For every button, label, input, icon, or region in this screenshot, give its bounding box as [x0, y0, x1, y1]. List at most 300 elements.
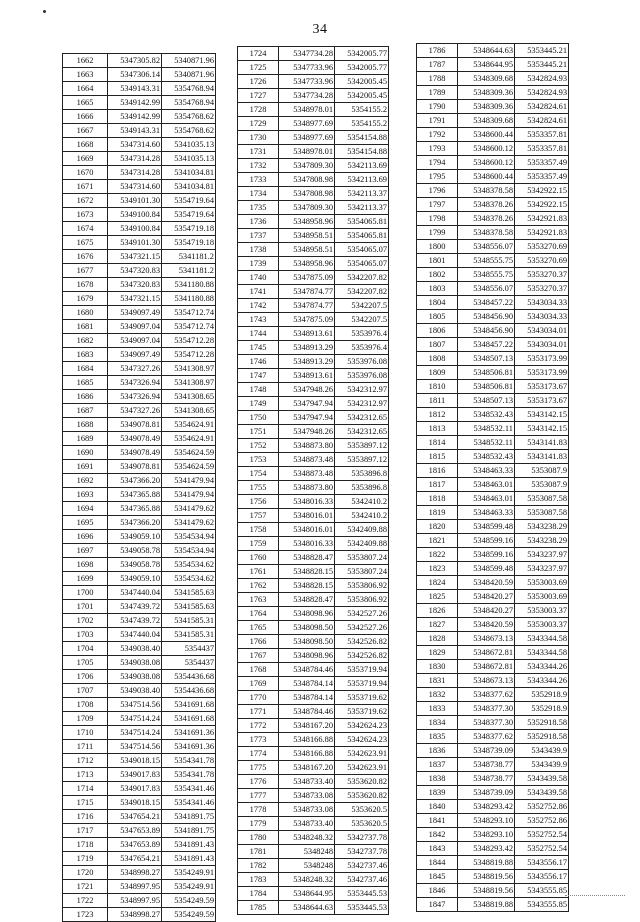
coordinate-x: 5348420.27 — [458, 590, 515, 604]
table-row — [63, 516, 216, 530]
table-row — [63, 460, 216, 474]
point-number: 1714 — [63, 782, 108, 796]
table-row — [63, 754, 216, 768]
coordinate-y: 5353807.24 — [335, 551, 389, 565]
table-row — [238, 677, 389, 691]
coordinate-x: 5348998.27 — [108, 866, 162, 880]
point-number: 1788 — [417, 72, 458, 86]
table-row — [417, 506, 569, 520]
point-number: 1710 — [63, 726, 108, 740]
coordinate-x: 5348784.46 — [279, 705, 335, 719]
coordinate-y: 5354341.46 — [162, 782, 216, 796]
coordinate-y: 5353087.58 — [515, 506, 569, 520]
coordinate-y: 5342312.97 — [335, 397, 389, 411]
point-number: 1682 — [63, 334, 108, 348]
point-number: 1722 — [63, 894, 108, 908]
coordinate-x: 5349038.40 — [108, 642, 162, 656]
coordinate-y: 5352918.9 — [515, 688, 569, 702]
coordinate-y: 5343142.15 — [515, 408, 569, 422]
coordinate-y: 5341891.75 — [162, 810, 216, 824]
coordinate-y: 5341035.13 — [162, 152, 216, 166]
coordinate-y: 5353445.53 — [335, 901, 389, 915]
coordinate-y: 5352752.86 — [515, 800, 569, 814]
point-number: 1847 — [417, 898, 458, 912]
coordinate-x: 5347733.96 — [279, 75, 335, 89]
coordinate-y: 5341308.97 — [162, 376, 216, 390]
coordinate-y: 5341691.68 — [162, 698, 216, 712]
coordinate-x: 5348378.58 — [458, 184, 515, 198]
table-row — [63, 796, 216, 810]
point-number: 1671 — [63, 180, 108, 194]
coordinate-y: 5343344.58 — [515, 646, 569, 660]
coordinate-y: 5353620.82 — [335, 775, 389, 789]
point-number: 1766 — [238, 635, 279, 649]
coordinate-y: 5353357.49 — [515, 156, 569, 170]
point-number: 1806 — [417, 324, 458, 338]
coordinate-x: 5348463.33 — [458, 464, 515, 478]
coordinate-x: 5348819.88 — [458, 856, 515, 870]
coordinate-x: 5347321.15 — [108, 292, 162, 306]
coordinate-x: 5347809.30 — [279, 159, 335, 173]
point-number: 1692 — [63, 474, 108, 488]
point-number: 1685 — [63, 376, 108, 390]
table-row — [238, 285, 389, 299]
point-number: 1846 — [417, 884, 458, 898]
point-number: 1779 — [238, 817, 279, 831]
coordinate-y: 5341691.68 — [162, 712, 216, 726]
point-number: 1803 — [417, 282, 458, 296]
coordinate-y: 5342824.93 — [515, 72, 569, 86]
table-row — [238, 705, 389, 719]
point-number: 1769 — [238, 677, 279, 691]
point-number: 1838 — [417, 772, 458, 786]
coordinate-y: 5343556.17 — [515, 870, 569, 884]
coordinate-y: 5352752.54 — [515, 842, 569, 856]
coordinate-x: 5349143.31 — [108, 82, 162, 96]
coordinate-x: 5348098.96 — [279, 607, 335, 621]
table-row — [63, 376, 216, 390]
point-number: 1801 — [417, 254, 458, 268]
coordinate-y: 5354437 — [162, 656, 216, 670]
point-number: 1763 — [238, 593, 279, 607]
coordinate-x: 5347440.04 — [108, 586, 162, 600]
coordinate-x: 5348873.48 — [279, 467, 335, 481]
point-number: 1817 — [417, 478, 458, 492]
table-row — [63, 768, 216, 782]
point-number: 1789 — [417, 86, 458, 100]
coordinate-y: 5342113.37 — [335, 201, 389, 215]
table-row — [417, 58, 569, 72]
coordinate-x: 5349018.15 — [108, 796, 162, 810]
coordinate-x: 5347314.28 — [108, 152, 162, 166]
point-number: 1814 — [417, 436, 458, 450]
point-number: 1680 — [63, 306, 108, 320]
coordinate-x: 5348507.13 — [458, 394, 515, 408]
coordinate-y: 5353087.9 — [515, 478, 569, 492]
coordinate-y: 5354712.28 — [162, 334, 216, 348]
coordinate-y: 5354436.68 — [162, 684, 216, 698]
point-number: 1689 — [63, 432, 108, 446]
coordinate-x: 5347366.20 — [108, 516, 162, 530]
coordinate-y: 5343237.97 — [515, 562, 569, 576]
coordinate-x: 5347365.88 — [108, 502, 162, 516]
point-number: 1826 — [417, 604, 458, 618]
coordinate-y: 5343034.01 — [515, 338, 569, 352]
point-number: 1726 — [238, 75, 279, 89]
coordinate-y: 5340871.96 — [162, 54, 216, 68]
coordinate-x: 5348600.44 — [458, 128, 515, 142]
point-number: 1770 — [238, 691, 279, 705]
table-row — [417, 632, 569, 646]
point-number: 1764 — [238, 607, 279, 621]
coordinate-y: 5342921.83 — [515, 212, 569, 226]
coordinate-x: 5348673.13 — [458, 632, 515, 646]
point-number: 1811 — [417, 394, 458, 408]
point-number: 1757 — [238, 509, 279, 523]
coordinate-y: 5342113.37 — [335, 187, 389, 201]
table-row — [238, 117, 389, 131]
coordinate-x: 5347305.82 — [108, 54, 162, 68]
table-row — [417, 142, 569, 156]
table-row — [238, 495, 389, 509]
coordinate-y: 5341035.13 — [162, 138, 216, 152]
coordinate-x: 5348457.22 — [458, 338, 515, 352]
coordinate-y: 5341308.65 — [162, 404, 216, 418]
coordinate-x: 5349097.04 — [108, 320, 162, 334]
coordinate-x: 5347875.09 — [279, 313, 335, 327]
coordinate-x: 5347514.24 — [108, 712, 162, 726]
coordinate-y: 5342005.77 — [335, 47, 389, 61]
point-number: 1805 — [417, 310, 458, 324]
point-number: 1723 — [63, 908, 108, 922]
coordinate-x: 5347734.28 — [279, 89, 335, 103]
point-number: 1738 — [238, 243, 279, 257]
point-number: 1799 — [417, 226, 458, 240]
point-number: 1759 — [238, 537, 279, 551]
point-number: 1844 — [417, 856, 458, 870]
point-number: 1718 — [63, 838, 108, 852]
coordinate-x: 5348958.96 — [279, 257, 335, 271]
coordinate-y: 5354624.91 — [162, 432, 216, 446]
table-row — [63, 432, 216, 446]
coordinate-x: 5348958.51 — [279, 229, 335, 243]
coordinate-y: 5353357.81 — [515, 142, 569, 156]
table-row — [63, 54, 216, 68]
table-row — [63, 838, 216, 852]
point-number: 1746 — [238, 355, 279, 369]
table-row — [238, 173, 389, 187]
table-row — [238, 775, 389, 789]
coordinate-x: 5349059.10 — [108, 530, 162, 544]
coordinate-y: 5342922.15 — [515, 184, 569, 198]
coordinate-x: 5348977.69 — [279, 117, 335, 131]
point-number: 1776 — [238, 775, 279, 789]
coordinate-x: 5347365.88 — [108, 488, 162, 502]
coordinate-y: 5342527.26 — [335, 621, 389, 635]
point-number: 1783 — [238, 873, 279, 887]
point-number: 1672 — [63, 194, 108, 208]
coordinate-x: 5348819.56 — [458, 870, 515, 884]
table-row — [63, 614, 216, 628]
coordinate-x: 5348463.33 — [458, 506, 515, 520]
table-row — [63, 908, 216, 922]
coordinate-x: 5348913.61 — [279, 369, 335, 383]
coordinate-y: 5354624.59 — [162, 460, 216, 474]
coordinate-x: 5349017.83 — [108, 782, 162, 796]
point-number: 1761 — [238, 565, 279, 579]
coordinate-x: 5348098.96 — [279, 649, 335, 663]
coordinate-y: 5342410.2 — [335, 495, 389, 509]
point-number: 1700 — [63, 586, 108, 600]
coordinate-y: 5343556.17 — [515, 856, 569, 870]
table-row — [63, 628, 216, 642]
coordinate-x: 5349038.40 — [108, 684, 162, 698]
coordinate-x: 5348016.33 — [279, 537, 335, 551]
coordinate-x: 5348599.16 — [458, 548, 515, 562]
coordinate-x: 5348506.81 — [458, 366, 515, 380]
coordinate-y: 5342312.65 — [335, 411, 389, 425]
coordinate-x: 5348532.43 — [458, 450, 515, 464]
table-row — [238, 593, 389, 607]
coordinate-x: 5349058.78 — [108, 544, 162, 558]
coordinate-y: 5342113.69 — [335, 159, 389, 173]
coordinate-x: 5347366.20 — [108, 474, 162, 488]
table-row — [417, 618, 569, 632]
coordinate-x: 5349100.84 — [108, 208, 162, 222]
point-number: 1808 — [417, 352, 458, 366]
coordinate-y: 5342409.88 — [335, 537, 389, 551]
point-number: 1804 — [417, 296, 458, 310]
point-number: 1790 — [417, 100, 458, 114]
coordinate-y: 5342737.46 — [335, 873, 389, 887]
table-row — [63, 306, 216, 320]
coordinate-x: 5347948.26 — [279, 383, 335, 397]
table-row — [417, 702, 569, 716]
point-number: 1730 — [238, 131, 279, 145]
coordinate-y: 5354534.94 — [162, 544, 216, 558]
coordinate-x: 5349038.08 — [108, 656, 162, 670]
point-number: 1713 — [63, 768, 108, 782]
coordinate-y: 5354065.07 — [335, 257, 389, 271]
point-number: 1781 — [238, 845, 279, 859]
point-number: 1694 — [63, 502, 108, 516]
point-number: 1715 — [63, 796, 108, 810]
table-row — [238, 719, 389, 733]
coordinate-y: 5353173.67 — [515, 380, 569, 394]
point-number: 1792 — [417, 128, 458, 142]
point-number: 1778 — [238, 803, 279, 817]
coordinate-y: 5353003.37 — [515, 618, 569, 632]
point-number: 1777 — [238, 789, 279, 803]
table-row — [238, 313, 389, 327]
table-row — [63, 824, 216, 838]
point-number: 1786 — [417, 44, 458, 58]
coordinate-y: 5353976.08 — [335, 355, 389, 369]
coordinate-x: 5348733.08 — [279, 789, 335, 803]
coordinate-x: 5348309.68 — [458, 114, 515, 128]
coordinate-x: 5349058.78 — [108, 558, 162, 572]
coordinate-y: 5341034.81 — [162, 166, 216, 180]
table-row — [238, 887, 389, 901]
table-row — [63, 124, 216, 138]
point-number: 1669 — [63, 152, 108, 166]
coordinate-y: 5354719.18 — [162, 222, 216, 236]
table-row — [63, 586, 216, 600]
coordinate-y: 5353087.9 — [515, 464, 569, 478]
coordinate-x: 5348167.20 — [279, 761, 335, 775]
coordinate-x: 5347875.09 — [279, 271, 335, 285]
table-row — [238, 621, 389, 635]
table-row — [63, 852, 216, 866]
point-number: 1797 — [417, 198, 458, 212]
table-row — [63, 488, 216, 502]
table-row — [417, 576, 569, 590]
point-number: 1833 — [417, 702, 458, 716]
point-number: 1819 — [417, 506, 458, 520]
coordinate-y: 5353896.8 — [335, 481, 389, 495]
table-row — [417, 72, 569, 86]
coordinate-y: 5342526.82 — [335, 635, 389, 649]
coordinate-x: 5348507.13 — [458, 352, 515, 366]
table-row — [417, 492, 569, 506]
coordinate-y: 5354768.62 — [162, 124, 216, 138]
table-row — [417, 646, 569, 660]
table-row — [238, 649, 389, 663]
coordinate-x: 5349101.30 — [108, 236, 162, 250]
point-number: 1752 — [238, 439, 279, 453]
coordinate-y: 5342312.97 — [335, 383, 389, 397]
coordinate-y: 5354768.94 — [162, 82, 216, 96]
coordinate-x: 5348733.40 — [279, 775, 335, 789]
table-row — [238, 89, 389, 103]
table-row — [417, 156, 569, 170]
point-number: 1729 — [238, 117, 279, 131]
coordinate-y: 5343344.58 — [515, 632, 569, 646]
point-number: 1795 — [417, 170, 458, 184]
table-row — [238, 523, 389, 537]
point-number: 1727 — [238, 89, 279, 103]
coordinate-y: 5353806.92 — [335, 579, 389, 593]
table-row — [238, 341, 389, 355]
table-row — [417, 450, 569, 464]
coordinate-x: 5347314.60 — [108, 180, 162, 194]
coordinate-x: 5348166.88 — [279, 747, 335, 761]
point-number: 1670 — [63, 166, 108, 180]
table-row — [417, 870, 569, 884]
table-row — [238, 831, 389, 845]
coordinate-x: 5348532.43 — [458, 408, 515, 422]
coordinate-y: 5353357.81 — [515, 128, 569, 142]
coordinate-y: 5342824.61 — [515, 114, 569, 128]
coordinate-x: 5348599.48 — [458, 562, 515, 576]
coordinate-y: 5354712.28 — [162, 348, 216, 362]
coordinate-y: 5342922.15 — [515, 198, 569, 212]
coordinate-y: 5341891.43 — [162, 852, 216, 866]
table-row — [238, 369, 389, 383]
table-row — [238, 103, 389, 117]
coordinate-x: 5348913.29 — [279, 341, 335, 355]
table-row — [238, 47, 389, 61]
table-row — [417, 212, 569, 226]
table-row — [63, 82, 216, 96]
coordinate-x: 5348293.10 — [458, 814, 515, 828]
table-row — [417, 422, 569, 436]
coordinates-table-right — [416, 43, 569, 912]
table-row — [63, 880, 216, 894]
point-number: 1733 — [238, 173, 279, 187]
point-number: 1822 — [417, 548, 458, 562]
coordinate-y: 5342527.26 — [335, 607, 389, 621]
point-number: 1823 — [417, 562, 458, 576]
table-row — [417, 380, 569, 394]
point-number: 1698 — [63, 558, 108, 572]
point-number: 1809 — [417, 366, 458, 380]
table-row — [417, 352, 569, 366]
table-row — [238, 61, 389, 75]
coordinate-x: 5348456.90 — [458, 310, 515, 324]
coordinate-y: 5342207.5 — [335, 313, 389, 327]
table-row — [417, 338, 569, 352]
point-number: 1724 — [238, 47, 279, 61]
coordinates-table-middle — [237, 46, 389, 915]
coordinate-y: 5354341.46 — [162, 796, 216, 810]
table-row — [417, 604, 569, 618]
coordinate-y: 5342624.23 — [335, 733, 389, 747]
table-row — [63, 404, 216, 418]
coordinate-y: 5354249.91 — [162, 866, 216, 880]
coordinate-x: 5348016.01 — [279, 523, 335, 537]
coordinate-x: 5348958.51 — [279, 243, 335, 257]
table-row — [417, 408, 569, 422]
coordinate-x: 5348377.30 — [458, 702, 515, 716]
coordinate-x: 5347514.24 — [108, 726, 162, 740]
coordinate-y: 5343439.58 — [515, 786, 569, 800]
coordinate-y: 5341479.94 — [162, 474, 216, 488]
coordinate-x: 5348506.81 — [458, 380, 515, 394]
coordinate-y: 5343034.33 — [515, 310, 569, 324]
table-row — [63, 236, 216, 250]
point-number: 1687 — [63, 404, 108, 418]
coordinate-x: 5347326.94 — [108, 376, 162, 390]
coordinate-x: 5348166.88 — [279, 733, 335, 747]
coordinate-y: 5341891.75 — [162, 824, 216, 838]
point-number: 1686 — [63, 390, 108, 404]
coordinate-y: 5353976.4 — [335, 327, 389, 341]
table-row — [238, 789, 389, 803]
table-row — [63, 250, 216, 264]
table-row — [63, 866, 216, 880]
coordinate-x: 5347874.77 — [279, 285, 335, 299]
coordinate-y: 5353620.82 — [335, 789, 389, 803]
point-number: 1767 — [238, 649, 279, 663]
coordinate-y: 5354624.59 — [162, 446, 216, 460]
coordinate-y: 5340871.96 — [162, 68, 216, 82]
coordinate-y: 5342005.77 — [335, 61, 389, 75]
point-number: 1708 — [63, 698, 108, 712]
coordinate-y: 5353445.53 — [335, 887, 389, 901]
table-row — [417, 86, 569, 100]
coordinate-y: 5342113.69 — [335, 173, 389, 187]
coordinate-x: 5348978.01 — [279, 103, 335, 117]
table-row — [238, 873, 389, 887]
point-number: 1741 — [238, 285, 279, 299]
coordinate-x: 5347874.77 — [279, 299, 335, 313]
coordinate-y: 5354719.64 — [162, 194, 216, 208]
coordinate-y: 5343555.85 — [515, 898, 569, 912]
table-row — [238, 565, 389, 579]
coordinate-x: 5347734.28 — [279, 47, 335, 61]
coordinate-y: 5353270.69 — [515, 254, 569, 268]
